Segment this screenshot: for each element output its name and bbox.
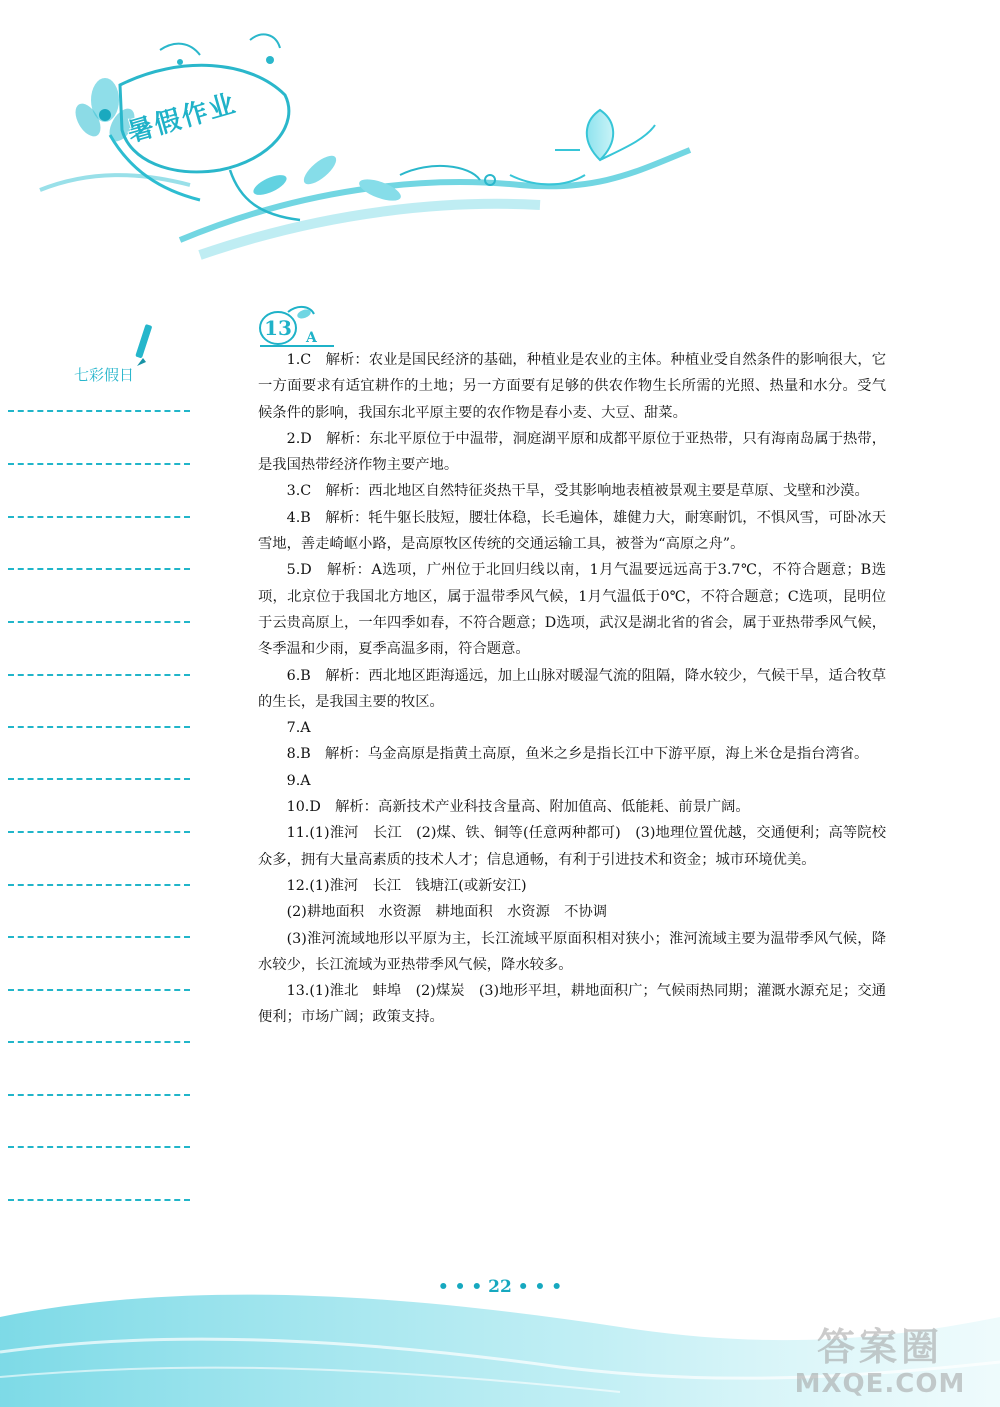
watermark-url: MXQE.COM [794, 1369, 966, 1399]
answer-item: 9.A [286, 772, 311, 789]
note-line [8, 726, 190, 728]
answer-item: 2.D 解析：东北平原位于中温带，洞庭湖平原和成都平原位于亚热带，只有海南岛属于热带，是我国热带经济作物主要产地。 [258, 430, 886, 474]
note-line [8, 936, 190, 938]
section-number: 13 [264, 316, 292, 340]
note-line [8, 516, 190, 518]
note-line [8, 884, 190, 886]
section-badge [258, 302, 338, 348]
note-line [8, 463, 190, 465]
answer-item: 11.(1)淮河 长江 (2)煤、铁、铜等(任意两种都可) (3)地理位置优越，交通便利；高等院校众多，拥有大量高素质的技术人才；信息通畅，有利于引进技术和资金；城市环境优美。 [258, 825, 886, 868]
answer-item: (2)耕地面积 水资源 耕地面积 水资源 不协调 [286, 904, 608, 921]
note-line [8, 621, 190, 623]
watermark [780, 1325, 980, 1399]
answer-item: 7.A [286, 720, 311, 737]
pen-icon [134, 322, 152, 372]
note-line [8, 410, 190, 412]
answer-item: 1.C 解析：农业是国民经济的基础，种植业是农业的主体。种植业受自然条件的影响很大，它一方面要求有适宜耕作的土地；另一方面要有足够的供农作物生长所需的光照、热量和水分。受气候条件的影响，我国东北平原主要的农作物是春小麦、大豆、甜菜。 [258, 352, 886, 421]
note-line [8, 1199, 190, 1201]
note-line [8, 831, 190, 833]
page-number: • • • 22 • • • [437, 1277, 563, 1297]
watermark-logo: 答案圈 [816, 1325, 943, 1369]
note-line [8, 1041, 190, 1043]
answer-item: 6.B 解析：西北地区距海遥远，加上山脉对暖湿气流的阻隔，降水较少，气候干旱，适合牧草的生长，是我国主要的牧区。 [258, 667, 886, 710]
answer-item: 12.(1)淮河 长江 钱塘江(或新安江) [286, 877, 527, 894]
answer-item: 3.C 解析：西北地区自然特征炎热干旱，受其影响地表植被景观主要是草原、戈壁和沙漠。 [286, 483, 869, 500]
answer-item: 5.D 解析：A选项，广州位于北回归线以南，1月气温要远远高于3.7℃，不符合题意；B选项，北京位于我国北方地区，属于温带季风气候，1月气温低于0℃，不符合题意；C选项，昆明位于云贵高原上，一年四季如春，不符合题意；D选项，武汉是湖北省的省会，属于亚热带季风气候，冬季温和少雨，夏季高温多雨，符合题意。 [258, 562, 886, 658]
answer-item: (3)淮河流域地形以平原为主，长江流域平原面积相对狭小；淮河流域主要为温带季风气候，降水较少，长江流域为亚热带季风气候，降水较多。 [258, 930, 886, 973]
note-line [8, 568, 190, 570]
note-line [8, 1146, 190, 1148]
answer-item: 4.B 解析：牦牛躯长肢短，腰壮体稳，长毛遍体，雄健力大，耐寒耐饥，不惧风雪，可卧冰天雪地，善走崎岖小路，是高原牧区传统的交通运输工具，被誉为“高原之舟”。 [258, 509, 886, 553]
answer-list [258, 347, 886, 1031]
answer-item: 10.D 解析：高新技术产业科技含量高、附加值高、低能耗、前景广阔。 [286, 799, 750, 816]
banner-title: 暑假作业 [124, 88, 241, 149]
sidebar-label: 七彩假日 [74, 366, 135, 384]
answer-item: 13.(1)淮北 蚌埠 (2)煤炭 (3)地形平坦，耕地面积广；气候雨热同期；灌溉水源充足；交通便利；市场广阔；政策支持。 [258, 983, 886, 1026]
note-line [8, 1094, 190, 1096]
note-line [8, 989, 190, 991]
note-line [8, 778, 190, 780]
answer-item: 8.B 解析：乌金高原是指黄土高原，鱼米之乡是指长江中下游平原，海上米仓是指台湾省。 [286, 746, 869, 763]
note-line [8, 674, 190, 676]
section-tag: A [306, 330, 317, 346]
